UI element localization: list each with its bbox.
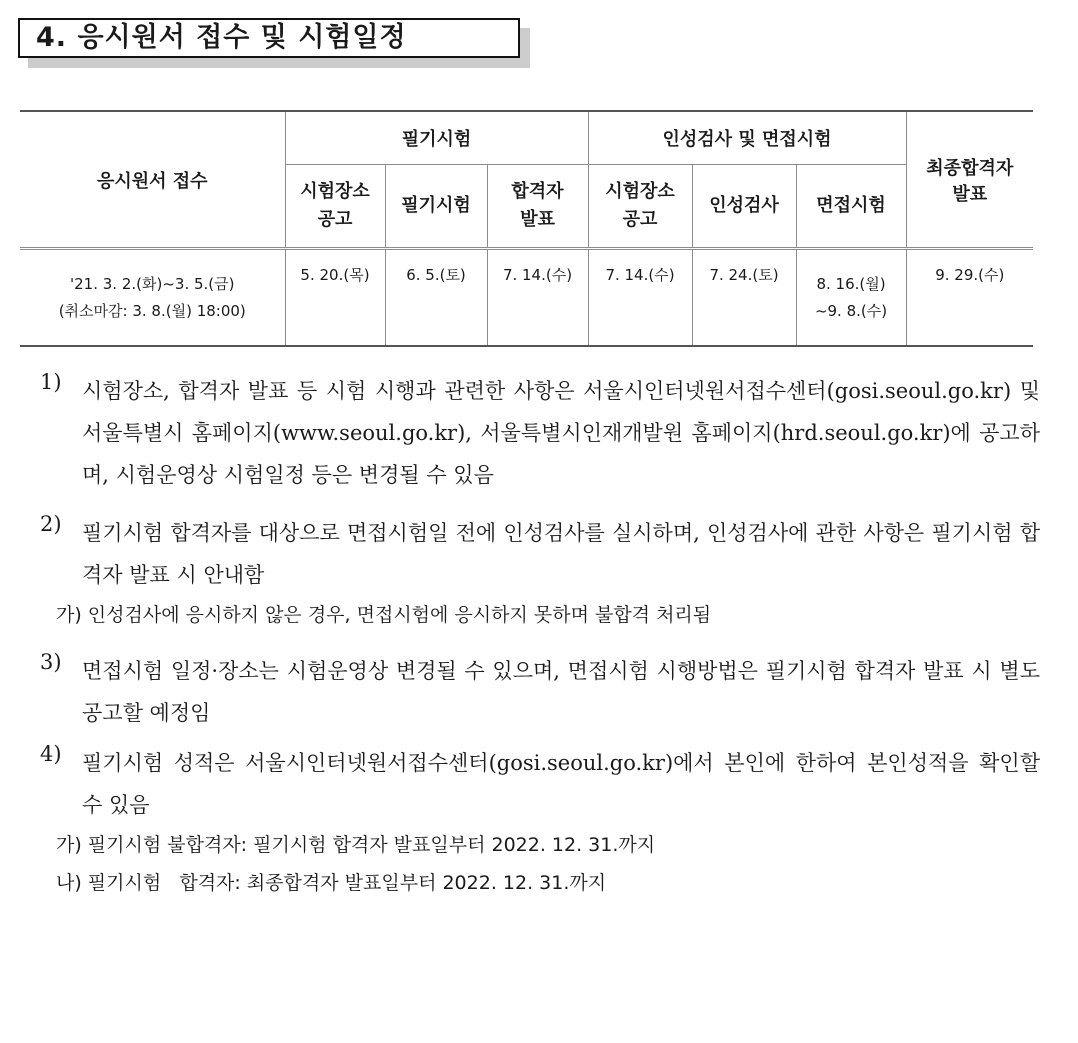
note-subitem: 나) 필기시험 합격자: 최종합격자 발표일부터 2022. 12. 31.까지 xyxy=(56,872,607,894)
cell-written-exam: 6. 5.(토) xyxy=(385,249,487,347)
note-item-1 xyxy=(40,370,1040,496)
header-written-group: 필기시험 xyxy=(285,111,588,165)
application-cancel-deadline: (취소마감: 3. 8.(월) 18:00) xyxy=(58,301,246,320)
cell-written-result: 7. 14.(수) xyxy=(487,249,588,347)
cell-personality-test: 7. 24.(토) xyxy=(692,249,796,347)
note-text: 필기시험 성적은 서울시인터넷원서접수센터(gosi.seoul.go.kr)에서 본인에 한하여 본인성적을 확인할 수 있음 xyxy=(82,751,1040,817)
note-subitem: 가) 필기시험 불합격자: 필기시험 합격자 발표일부터 2022. 12. 31.까지 xyxy=(56,834,656,856)
section-title-box xyxy=(18,18,530,68)
note-item-4 xyxy=(40,742,1040,826)
cell-interview-venue: 7. 14.(수) xyxy=(588,249,692,347)
header-written-venue xyxy=(285,165,385,249)
header-written-exam: 필기시험 xyxy=(385,165,487,249)
header-application: 응시원서 접수 xyxy=(20,111,285,249)
header-interview-venue xyxy=(588,165,692,249)
header-written-result-label: 합격자 발표 xyxy=(511,181,564,230)
note-number: 1) xyxy=(40,370,62,394)
note-text: 시험장소, 합격자 발표 등 시험 시행과 관련한 사항은 서울시인터넷원서접수센터(gosi.seoul.go.kr) 및 서울특별시 홈페이지(www.seoul.go.kr), 서울특별시인재개발원 홈페이지(hrd.seoul.go.kr)에 공고하며, 시험운영상 시험일정 등은 변경될 수 있음 xyxy=(82,379,1040,487)
note-number: 4) xyxy=(40,742,62,766)
interview-end: ~9. 8.(수) xyxy=(814,301,888,320)
cell-written-venue: 5. 20.(목) xyxy=(285,249,385,347)
header-interview-venue-label: 시험장소 공고 xyxy=(605,181,675,230)
header-interview-exam: 면접시험 xyxy=(796,165,906,249)
interview-start: 8. 16.(월) xyxy=(816,274,886,293)
notes-list xyxy=(40,370,1040,902)
header-interview-group: 인성검사 및 면접시험 xyxy=(588,111,906,165)
header-written-result xyxy=(487,165,588,249)
note-text: 필기시험 합격자를 대상으로 면접시험일 전에 인성검사를 실시하며, 인성검사에 관한 사항은 필기시험 합격자 발표 시 안내함 xyxy=(82,521,1040,587)
cell-application xyxy=(20,249,285,347)
note-subitem: 가) 인성검사에 응시하지 않은 경우, 면접시험에 응시하지 못하며 불합격 처리됨 xyxy=(56,604,712,626)
header-written-venue-label: 시험장소 공고 xyxy=(300,181,370,230)
schedule-table xyxy=(20,110,1033,347)
note-text: 면접시험 일정·장소는 시험운영상 변경될 수 있으며, 면접시험 시행방법은 필기시험 합격자 발표 시 별도 공고할 예정임 xyxy=(82,659,1040,725)
header-final xyxy=(906,111,1033,249)
header-personality-test: 인성검사 xyxy=(692,165,796,249)
application-period: '21. 3. 2.(화)~3. 5.(금) xyxy=(70,274,235,293)
note-item-2 xyxy=(40,512,1040,596)
note-number: 3) xyxy=(40,650,62,674)
section-title: 4. 응시원서 접수 및 시험일정 xyxy=(18,18,520,58)
header-final-label: 최종합격자 발표 xyxy=(926,157,1014,205)
cell-final: 9. 29.(수) xyxy=(906,249,1033,347)
cell-interview-exam xyxy=(796,249,906,347)
note-item-3 xyxy=(40,650,1040,734)
note-number: 2) xyxy=(40,512,62,536)
